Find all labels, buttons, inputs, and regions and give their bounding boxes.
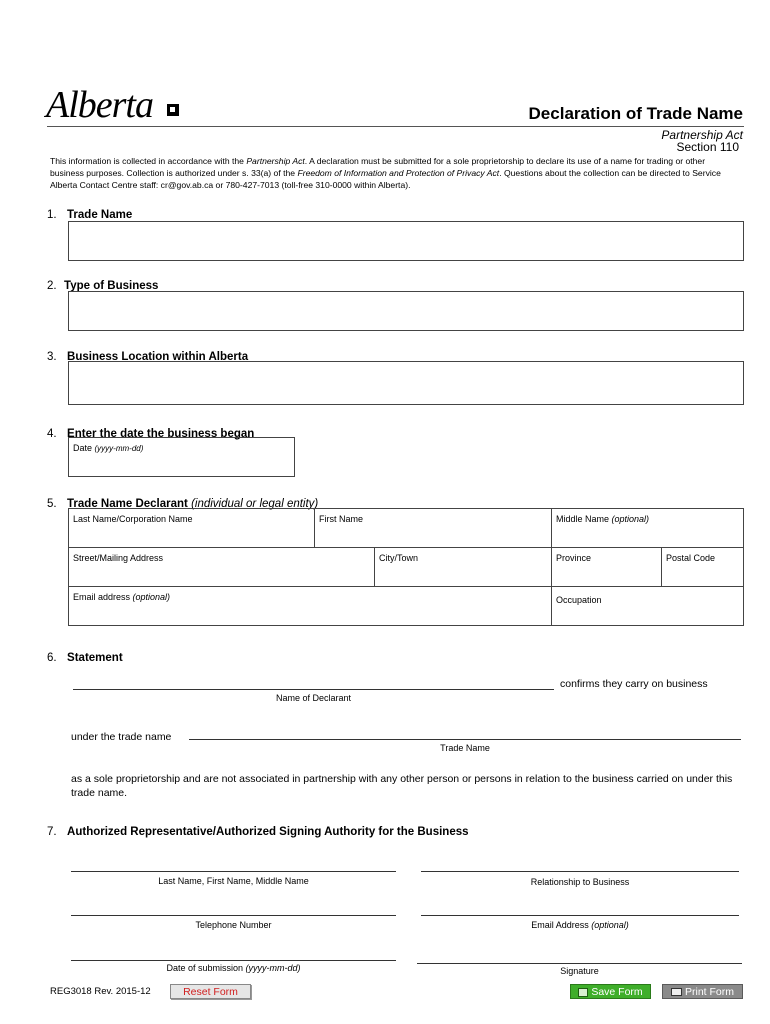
relationship-line[interactable]	[421, 871, 739, 872]
province-field[interactable]	[551, 547, 662, 587]
field-label: Province	[556, 553, 592, 563]
middle-name-field[interactable]	[551, 508, 744, 548]
date-format-hint: (yyyy-mm-dd)	[245, 963, 301, 973]
section-number: 6.	[47, 652, 57, 664]
intro-text-1: This information is collected in accordance with the	[50, 156, 247, 166]
save-form-button[interactable]	[570, 984, 651, 999]
section-number: 5.	[47, 498, 57, 510]
section-title-note: (individual or legal entity)	[191, 498, 319, 510]
statement-body: as a sole proprietorship and are not associated in partnership with any other person or persons in relation to the business carried on under this trade name.	[71, 773, 733, 799]
section-title: Statement	[67, 652, 123, 664]
printer-icon	[671, 988, 682, 996]
save-disk-icon	[578, 988, 588, 997]
section-number: 1.	[47, 209, 57, 221]
title-divider	[47, 126, 744, 127]
confirms-text: confirms they carry on business	[560, 678, 708, 690]
field-label: City/Town	[379, 553, 419, 563]
intro-act-2: Freedom of Information and Protection of Privacy Act	[297, 168, 500, 178]
representative-email-caption	[421, 920, 739, 930]
field-label: Last Name/Corporation Name	[73, 514, 193, 524]
alberta-logo-mark-icon	[167, 104, 179, 116]
form-title: Declaration of Trade Name	[528, 104, 743, 123]
intro-text-2: . A declaration must be submitted for a sole proprietorship to declare its use of a name for trading or other business purposes. Collection is authorized under s. 33(a) of the	[50, 156, 706, 178]
section-title: Business Location within Alberta	[67, 351, 249, 363]
last-name-field[interactable]	[68, 508, 315, 548]
print-form-label: Print Form	[684, 986, 734, 998]
section-6-heading	[47, 648, 123, 666]
field-label: Postal Code	[666, 553, 716, 563]
declarant-email-field[interactable]	[68, 586, 552, 626]
signature-line[interactable]	[417, 963, 742, 964]
telephone-caption: Telephone Number	[195, 920, 272, 930]
telephone-line[interactable]	[71, 915, 396, 916]
signature-caption: Signature	[560, 966, 599, 976]
caption-text: Date of submission	[166, 963, 246, 973]
business-start-date-field[interactable]	[68, 437, 295, 477]
optional-hint: (optional)	[591, 920, 629, 930]
under-trade-name-text: under the trade name	[71, 731, 172, 743]
date-label: Date	[73, 443, 95, 453]
field-label: Middle Name	[556, 514, 612, 524]
reset-form-button[interactable]: Reset Form	[170, 984, 251, 999]
representative-email-line[interactable]	[421, 915, 739, 916]
occupation-field[interactable]	[551, 586, 744, 626]
city-field[interactable]	[374, 547, 552, 587]
intro-act-1: Partnership Act	[246, 156, 305, 166]
field-label: Email address	[73, 592, 133, 602]
trade-name-caption: Trade Name	[440, 743, 490, 753]
act-section: Section 110	[676, 140, 739, 154]
relationship-caption: Relationship to Business	[530, 877, 630, 887]
section-title: Authorized Representative/Authorized Signing Authority for the Business	[67, 826, 469, 838]
optional-hint: (optional)	[132, 592, 171, 602]
submission-date-line[interactable]	[71, 960, 396, 961]
representative-name-line[interactable]	[71, 871, 396, 872]
section-number: 4.	[47, 428, 57, 440]
submission-date-caption	[71, 963, 396, 973]
first-name-field[interactable]	[314, 508, 552, 548]
field-label: Street/Mailing Address	[73, 553, 164, 563]
street-address-field[interactable]	[68, 547, 375, 587]
trade-name-line[interactable]	[189, 739, 741, 740]
section-title: Trade Name Declarant	[67, 498, 192, 510]
intro-paragraph	[50, 155, 740, 191]
postal-code-field[interactable]	[661, 547, 744, 587]
intro-text-3: . Questions about the collection can be directed to Service Alberta Contact Centre staff: cr@gov.ab.ca or 780-427-7013 (toll-free 310-0000 within Alberta).	[50, 168, 721, 190]
business-location-field[interactable]	[68, 361, 744, 405]
section-number: 3.	[47, 351, 57, 363]
section-number: 2.	[47, 280, 57, 292]
field-label: First Name	[319, 514, 364, 524]
section-number: 7.	[47, 826, 57, 838]
save-form-label: Save Form	[591, 986, 643, 998]
form-code: REG3018 Rev. 2015-12	[50, 986, 151, 997]
date-format-hint: (yyyy-mm-dd)	[94, 444, 144, 453]
alberta-logo: Alberta	[46, 84, 153, 126]
declarant-name-line[interactable]	[73, 689, 554, 690]
representative-name-caption: Last Name, First Name, Middle Name	[158, 876, 309, 886]
trade-name-field[interactable]	[68, 221, 744, 261]
caption-text: Email Address	[531, 920, 592, 930]
section-title: Trade Name	[67, 209, 133, 221]
section-7-heading	[47, 822, 469, 840]
declarant-name-caption: Name of Declarant	[275, 693, 352, 703]
act-name: Partnership Act	[661, 128, 743, 142]
field-label: Occupation	[556, 595, 602, 605]
section-title: Type of Business	[64, 280, 159, 292]
print-form-button[interactable]	[662, 984, 743, 999]
type-of-business-field[interactable]	[68, 291, 744, 331]
section-title: Enter the date the business began	[67, 428, 255, 440]
optional-hint: (optional)	[611, 514, 650, 524]
